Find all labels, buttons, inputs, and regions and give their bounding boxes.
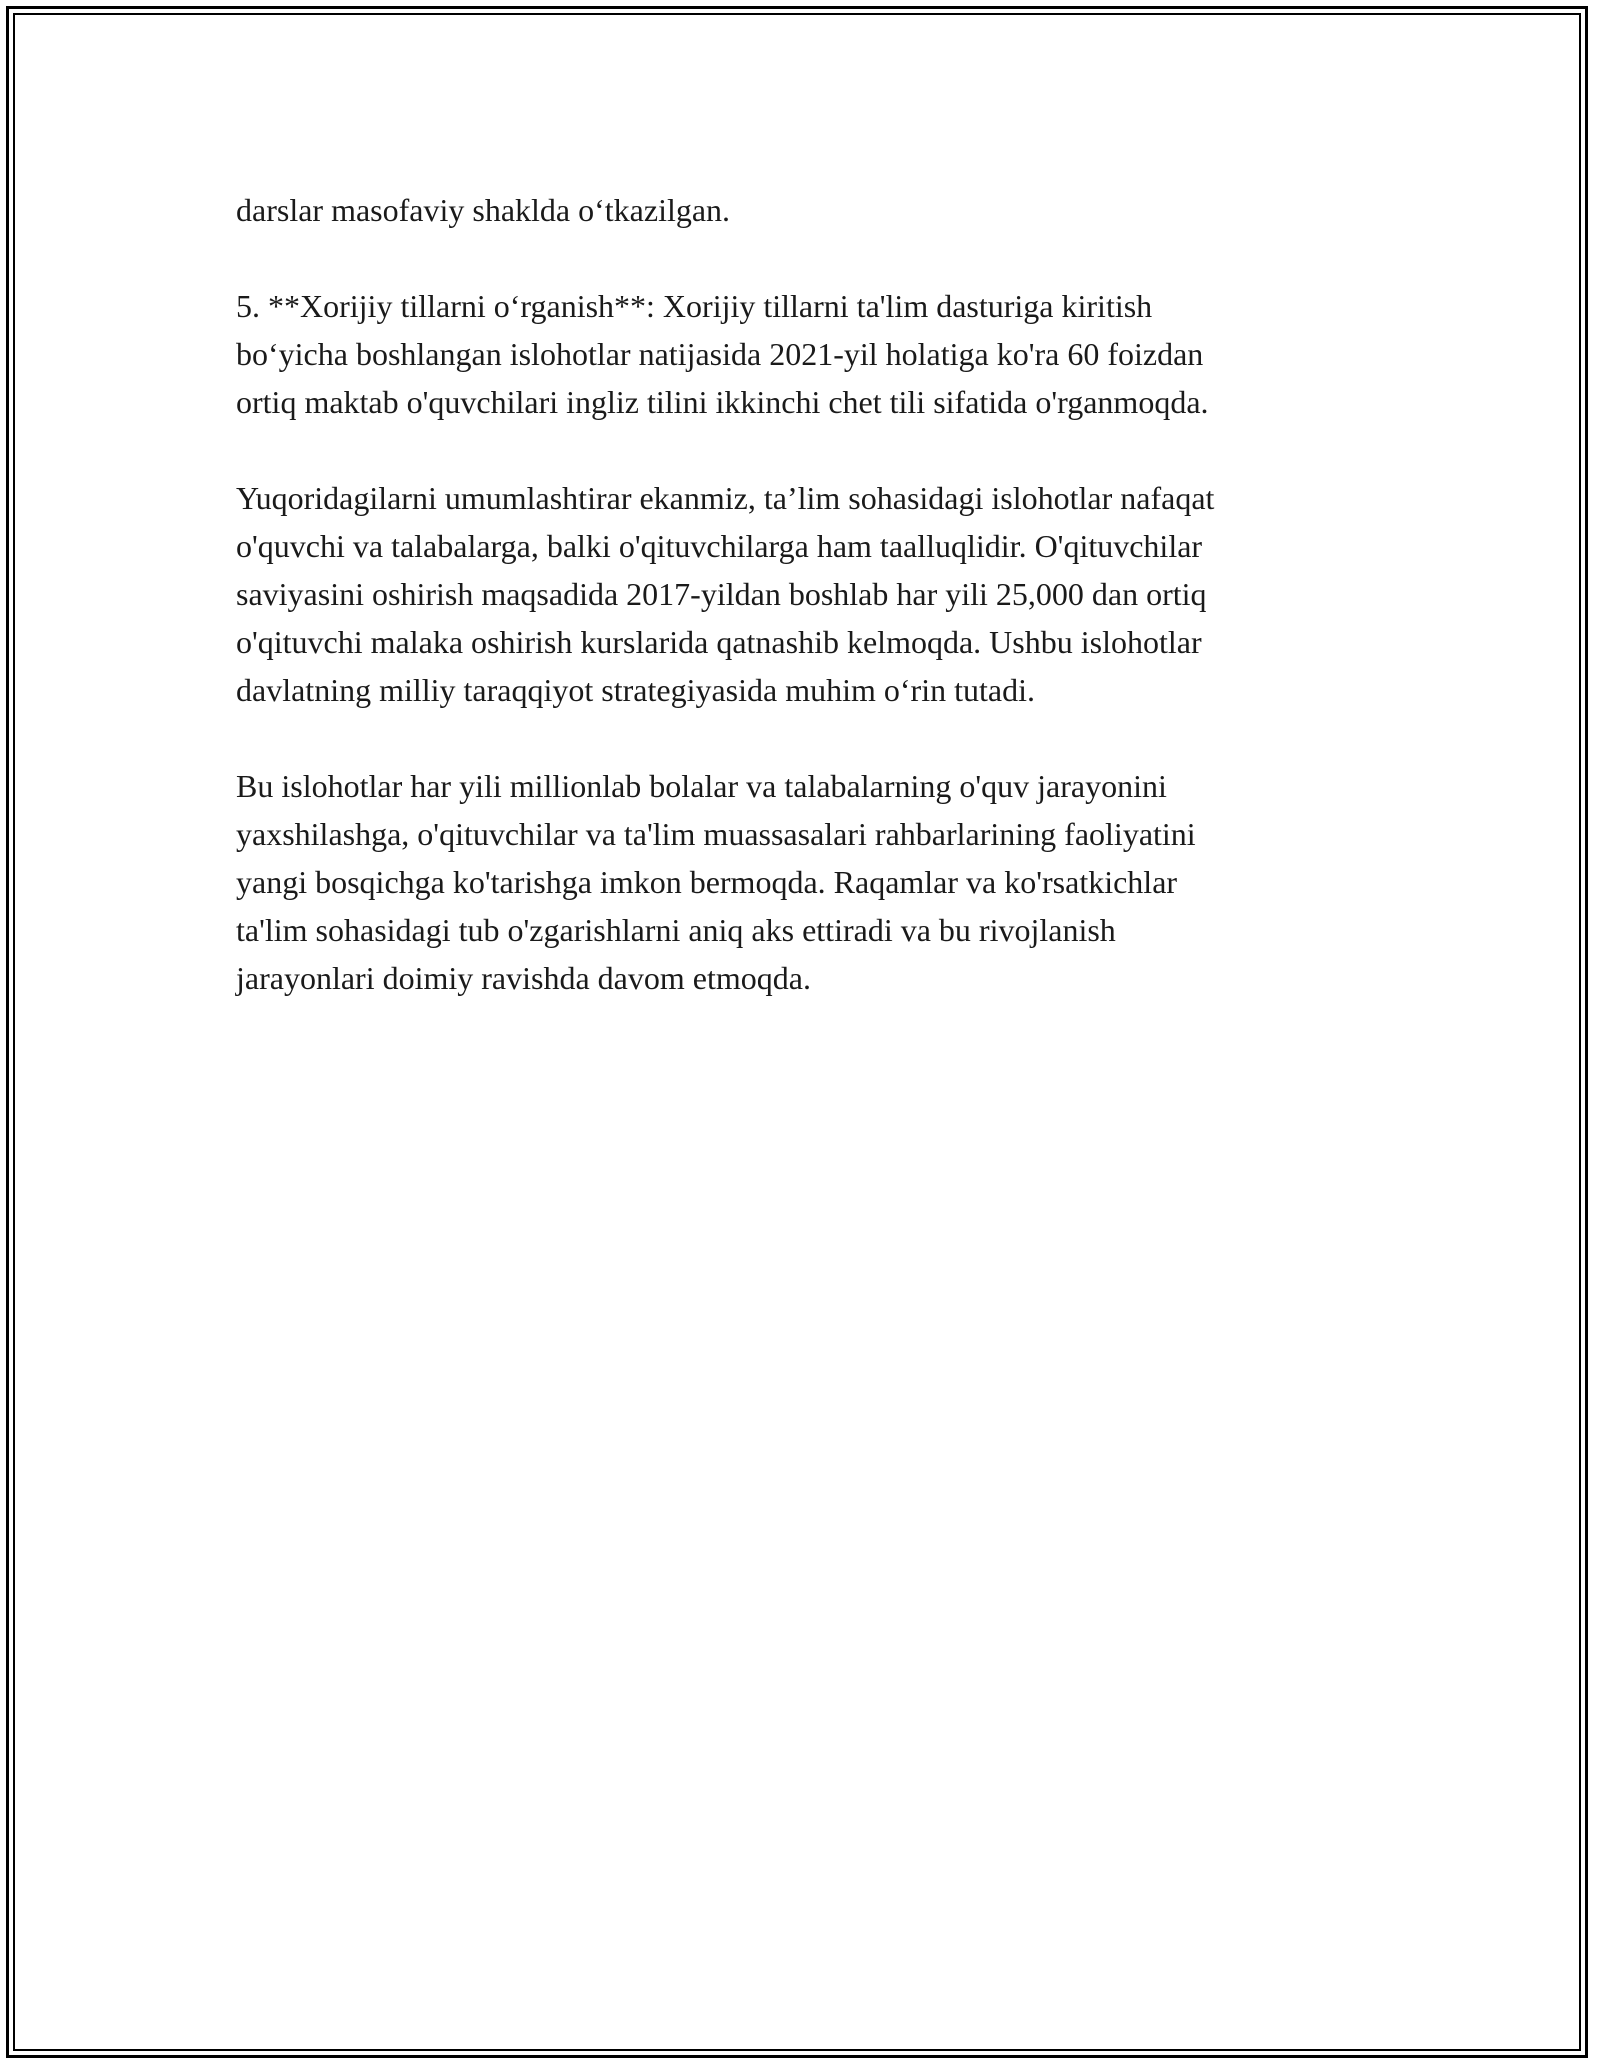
paragraph-remote-lessons: darslar masofaviy shaklda o‘tkazilgan. xyxy=(236,192,731,228)
paragraph-conclusion: Bu islohotlar har yili millionlab bolalar va talabalarning o'quv jarayonini yaxshilashga, o'qituvchilar va ta'lim muassasalari rahbarlarining faoliyatini yangi bosqichga ko'tarishga imkon bermoqda. Raqamlar va ko'rsatkichlar ta'lim sohasidagi tub o'zgarishlarni aniq aks ettiradi va bu rivojlanish jarayonlari doimiy ravishda davom etmoqda. xyxy=(236,768,1196,996)
paragraph-foreign-languages: 5. **Xorijiy tillarni o‘rganish**: Xorijiy tillarni ta'lim dasturiga kiritish bo‘yicha boshlangan islohotlar natijasida 2021-yil holatiga ko'ra 60 foizdan ortiq maktab o'quvchilari ingliz tilini ikkinchi chet tili sifatida o'rganmoqda. xyxy=(236,288,1209,420)
document-body xyxy=(236,186,1376,1050)
paragraph-teachers-summary: Yuqoridagilarni umumlashtirar ekanmiz, ta’lim sohasidagi islohotlar nafaqat o'quvchi va talabalarga, balki o'qituvchilarga ham taalluqlidir. O'qituvchilar saviyasini oshirish maqsadida 2017-yildan boshlab har yili 25,000 dan ortiq o'qituvchi malaka oshirish kurslarida qatnashib kelmoqda. Ushbu islohotlar davlatning milliy taraqqiyot strategiyasida muhim o‘rin tutadi. xyxy=(236,480,1215,708)
